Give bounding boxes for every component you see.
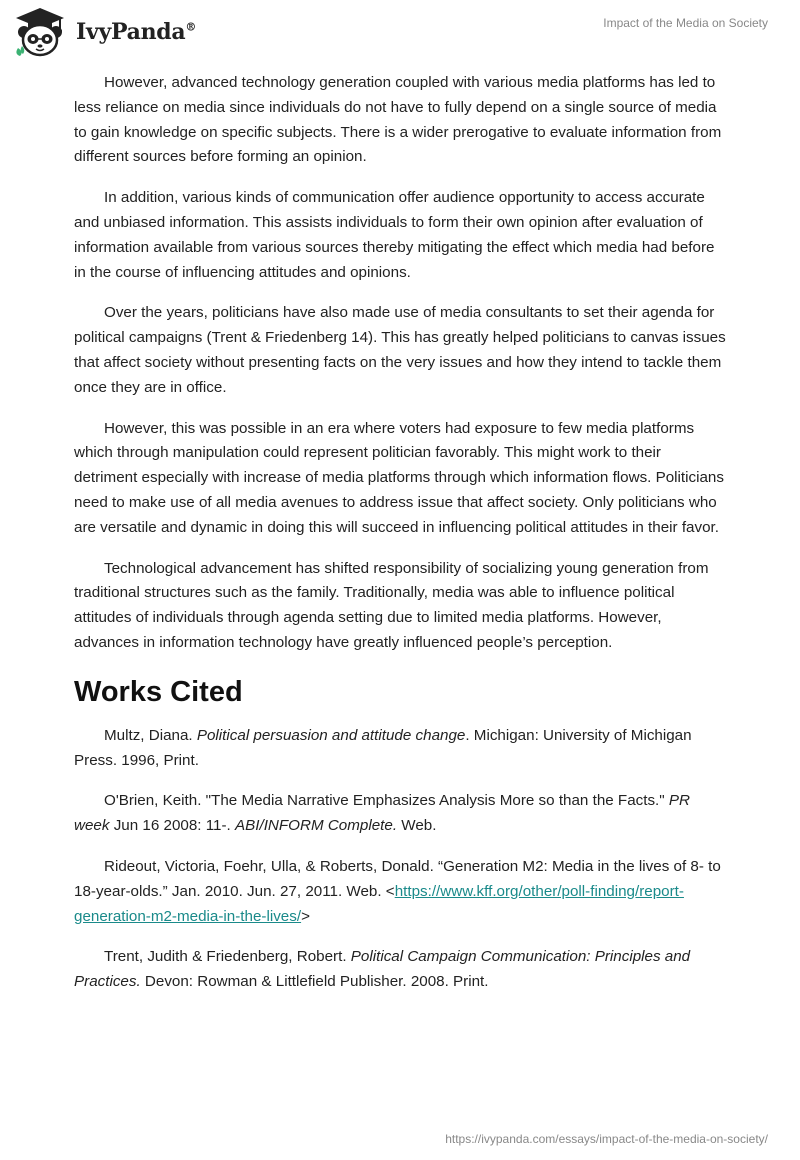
paragraph: Over the years, politicians have also made use of media consultants to set their agenda for political campaigns (Trent & Friedenberg 14). This has greatly helped politicians to canvas issues that affect society without presenting facts on the very issues and how they intend to tackle them once they are in office. <box>74 304 726 396</box>
brand-name: IvyPanda® <box>76 19 197 45</box>
paragraph: However, advanced technology generation coupled with various media platforms has led to less reliance on media since individuals do not have to fully depend on a single source of media to gain knowledge on specific subjects. There is a wider prerogative to evaluate information from different sources before forming an opinion. <box>74 74 722 166</box>
works-cited-heading: Works Cited <box>74 675 243 708</box>
document-title: Impact of the Media on Society <box>603 16 768 30</box>
footer-source-url: https://ivypanda.com/essays/impact-of-the-media-on-society/ <box>445 1132 768 1146</box>
citation-entry: Trent, Judith & Friedenberg, Robert. Political Campaign Communication: Principles and Practices. Devon: Rowman & Littlefield Publisher. 2008. Print. <box>74 948 691 991</box>
paragraph: However, this was possible in an era where voters had exposure to few media platforms which through manipulation could represent politician favorably. This might work to their detriment especially with increase of media platforms through which information flows. Politicians need to make use of all media avenues to address issue that affect society. Only politicians who are versatile and dynamic in doing this will succeed in influencing political attitudes in their favor. <box>74 419 724 536</box>
citation-entry: O'Brien, Keith. "The Media Narrative Emphasizes Analysis More so than the Facts." PR week Jun 16 2008: 11-. ABI/INFORM Complete. Web. <box>74 792 690 835</box>
citation-entry: Rideout, Victoria, Foehr, Ulla, & Roberts, Donald. “Generation M2: Media in the lives of 8- to 18-year-olds.” Jan. 2010. Jun. 27, 2011. Web. <https://www.kff.org/other/poll-finding/report-generation-m2-media-in-the-lives/> <box>74 857 721 925</box>
citation-entry: Multz, Diana. Political persuasion and attitude change. Michigan: University of Michigan Press. 1996, Print. <box>74 726 692 769</box>
citation-link[interactable]: https://www.kff.org/other/poll-finding/report-generation-m2-media-in-the-lives/ <box>74 882 684 925</box>
page-header <box>0 0 800 64</box>
site-logo[interactable] <box>10 6 196 58</box>
panda-graduate-icon <box>10 6 70 58</box>
paragraph: In addition, various kinds of communication offer audience opportunity to access accurate and unbiased information. This assists individuals to form their own opinion after evaluation of information available from various sources thereby mitigating the effect which media had before in the course of influencing attitudes and opinions. <box>74 189 715 281</box>
paragraph: Technological advancement has shifted responsibility of socializing young generation from traditional structures such as the family. Traditionally, media was able to influence political attitudes of individuals through agenda setting due to limited media platforms. However, advances in information technology have greatly influenced people’s perception. <box>74 559 709 651</box>
essay-body <box>74 71 728 1011</box>
